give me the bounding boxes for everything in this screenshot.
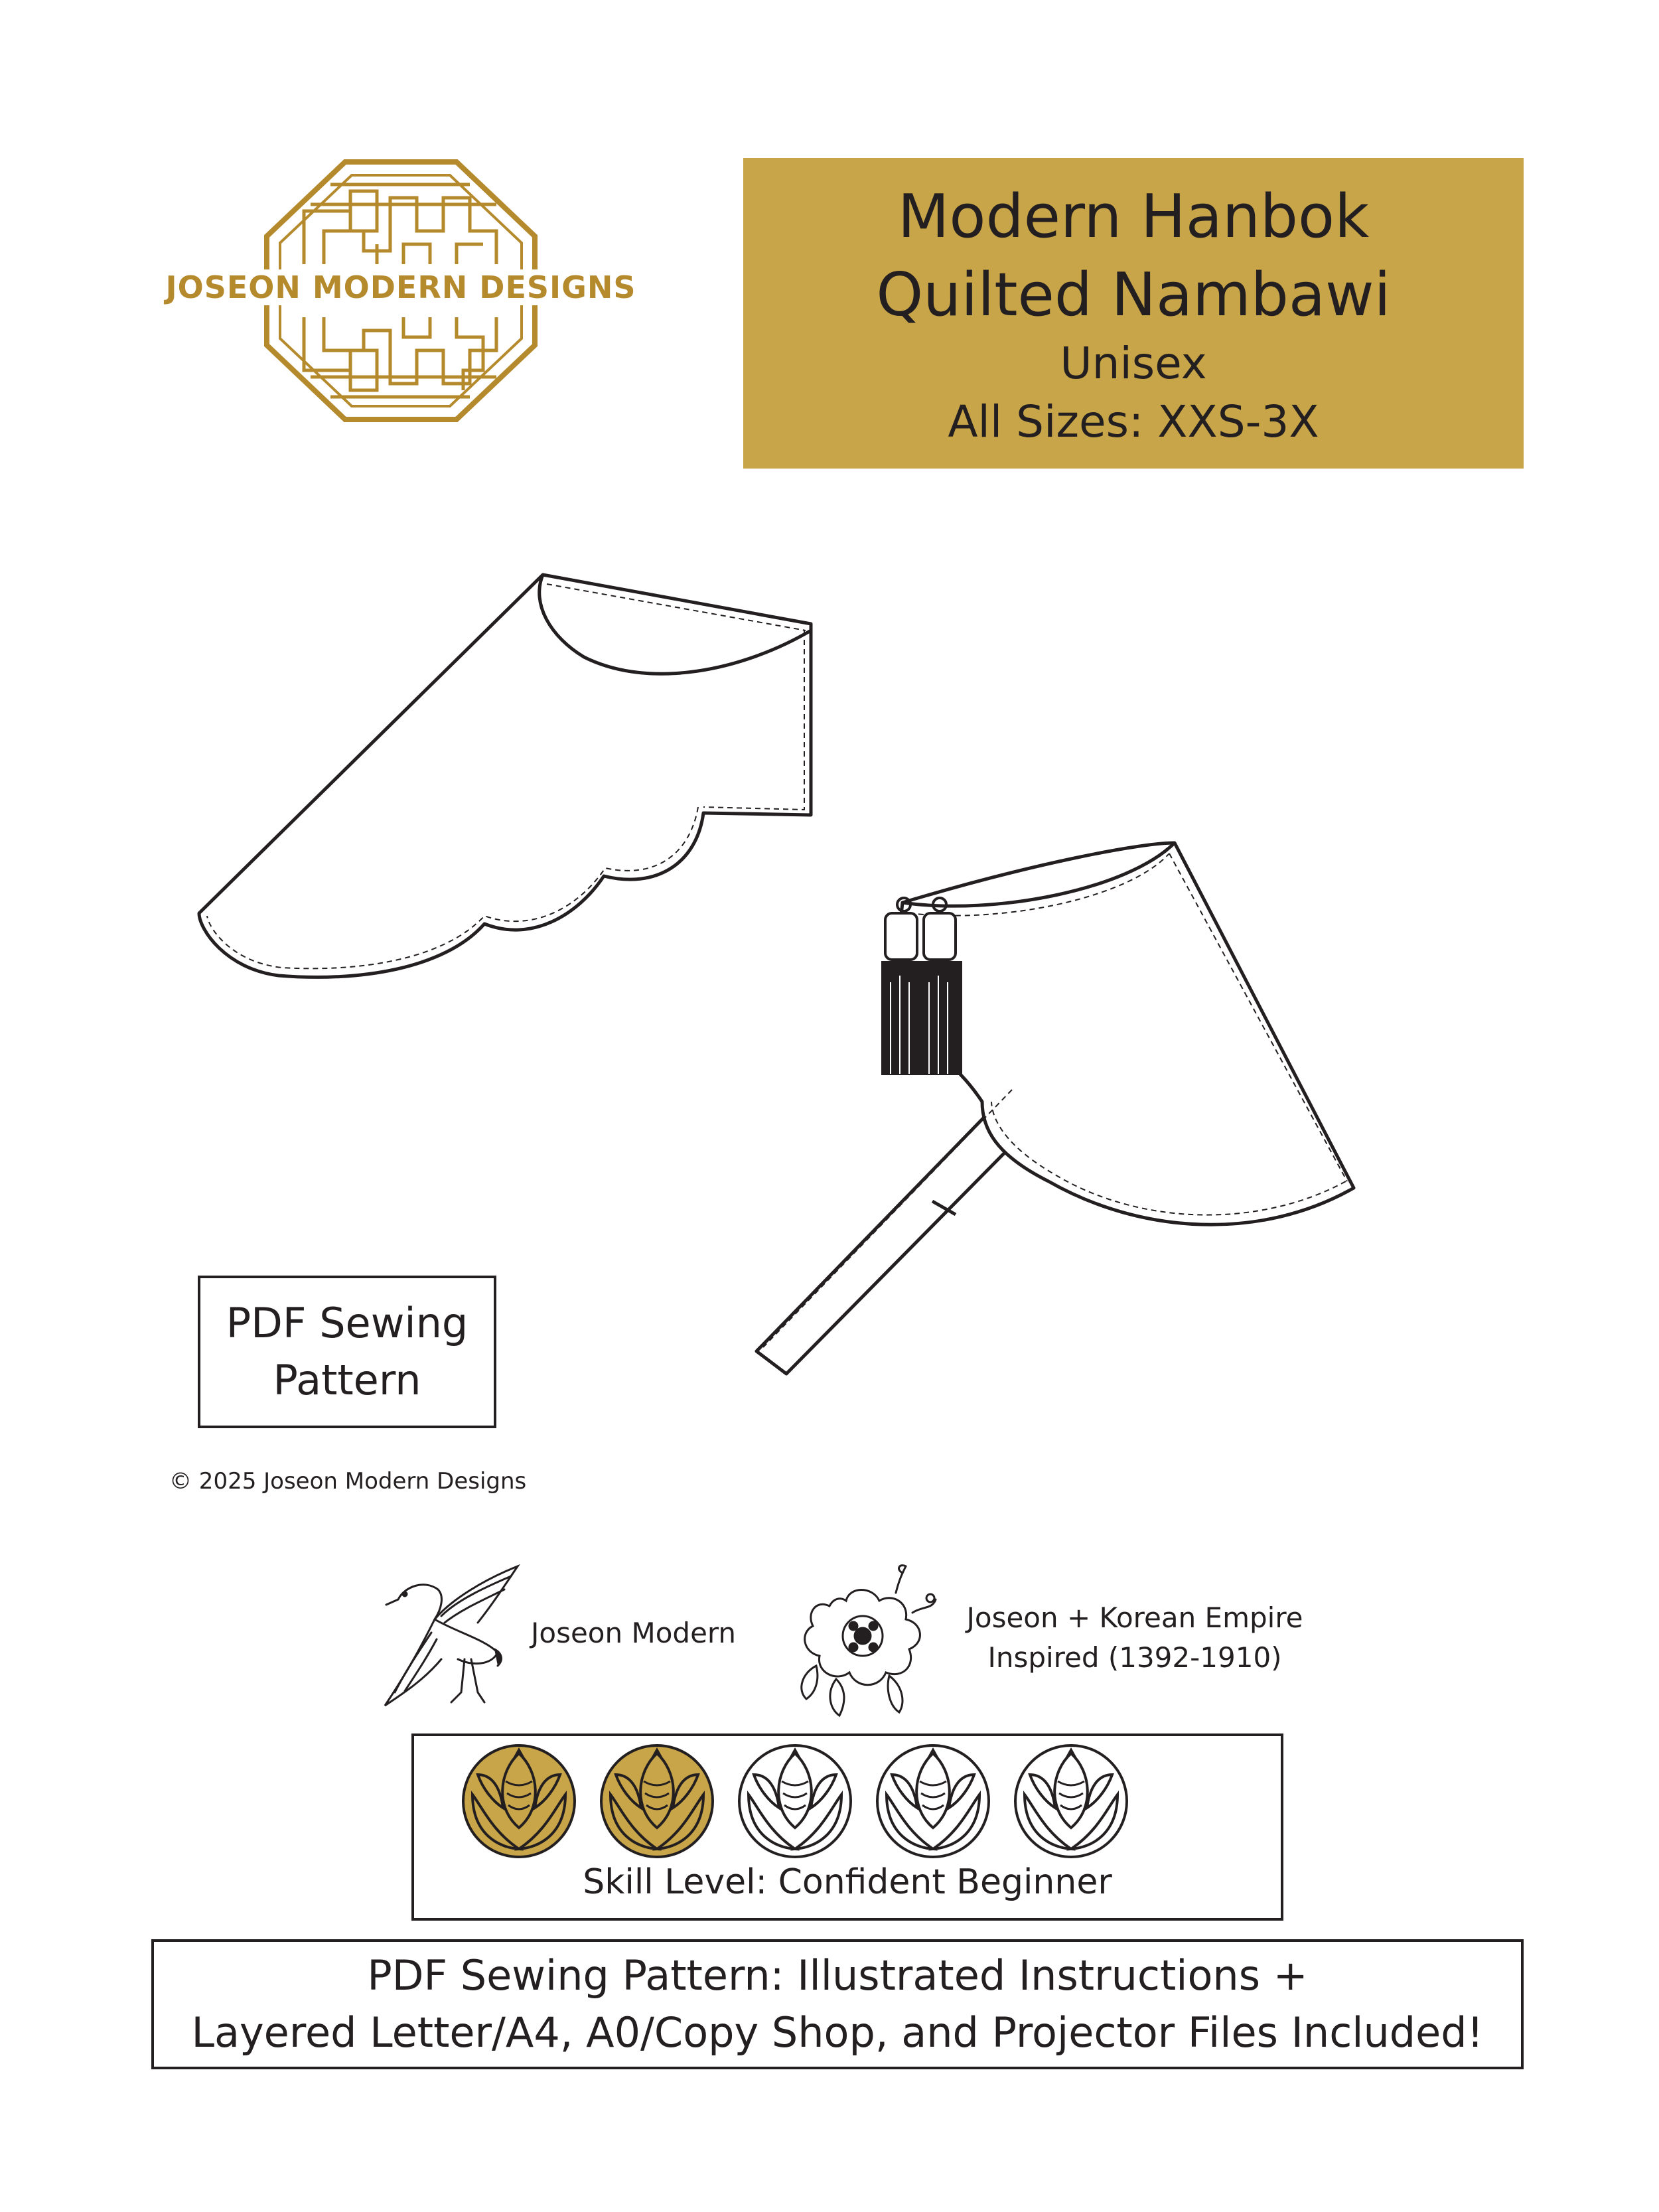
badge-line1: PDF Sewing <box>226 1299 469 1347</box>
nambawi-back-view-illustration <box>757 843 1354 1374</box>
brand-logo <box>151 158 650 423</box>
skill-level-lotus-filled-icon <box>601 1745 713 1857</box>
badge-line2: Pattern <box>273 1356 421 1404</box>
title-box <box>743 158 1524 469</box>
joseon-korean-empire-label <box>949 1598 1321 1678</box>
joseon-modern-label: Joseon Modern <box>531 1617 737 1649</box>
skill-level-label: Skill Level: Confident Beginner <box>583 1862 1112 1902</box>
skill-level-lotus-empty-icon <box>877 1745 989 1857</box>
pattern-title-line1: Modern Hanbok <box>897 182 1370 252</box>
skill-level-lotus-empty-icon <box>1015 1745 1127 1857</box>
skill-level-box <box>411 1733 1283 1921</box>
skill-level-lotus-empty-icon <box>739 1745 851 1857</box>
copyright-notice: © 2025 Joseon Modern Designs <box>169 1468 527 1495</box>
skill-level-lotus-filled-icon <box>463 1745 575 1857</box>
files-line2: Layered Letter/A4, A0/Copy Shop, and Projector Files Included! <box>191 2008 1484 2057</box>
nambawi-side-view-illustration <box>199 575 811 977</box>
empire-label-line2: Inspired (1392-1910) <box>987 1641 1282 1674</box>
brand-name: JOSEON MODERN DESIGNS <box>151 269 650 305</box>
pdf-sewing-pattern-badge <box>198 1276 496 1428</box>
pattern-sizes: All Sizes: XXS-3X <box>948 396 1319 447</box>
pattern-title-line2: Quilted Nambawi <box>876 260 1391 330</box>
pattern-gender: Unisex <box>1060 338 1207 389</box>
skill-level-rating <box>414 1736 1281 1862</box>
empire-label-line1: Joseon + Korean Empire <box>966 1601 1303 1634</box>
files-line1: PDF Sewing Pattern: Illustrated Instructions + <box>367 1951 1308 2000</box>
peony-icon <box>790 1560 942 1719</box>
crane-icon <box>378 1560 524 1719</box>
included-files-box <box>151 1939 1524 2069</box>
